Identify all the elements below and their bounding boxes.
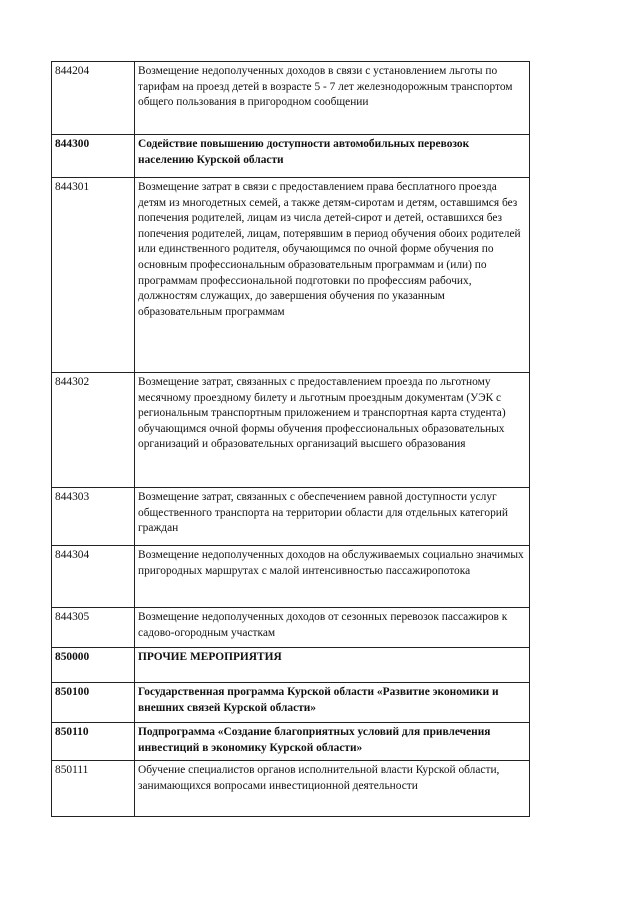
row-description: Возмещение недополученных доходов от сезонных перевозок пассажиров к садово-огородным участкам: [135, 608, 530, 648]
row-description: Возмещение недополученных доходов на обслуживаемых социально значимых пригородных маршрутах с малой интенсивностью пассажиропотока: [135, 546, 530, 608]
row-code: 850000: [52, 648, 135, 683]
table-row: [52, 135, 530, 178]
table-row: [52, 488, 530, 546]
row-code: 844304: [52, 546, 135, 608]
table-row: [52, 373, 530, 488]
row-code: 844305: [52, 608, 135, 648]
row-description: Возмещение недополученных доходов в связи с установлением льготы по тарифам на проезд детей в возрасте 5 - 7 лет железнодорожным транспортом общего пользования в пригородном сообщении: [135, 62, 530, 135]
table-row: [52, 546, 530, 608]
row-code: 844302: [52, 373, 135, 488]
row-description: Возмещение затрат в связи с предоставлением права бесплатного проезда детям из многодетных семей, а также детям-сиротам и детям, оставшимся без попечения родителей, лицам из числа детей-сирот и детей, оставшихся без попечения родителей, лицам, потерявшим в период обучения обоих родителей или единственного родителя, обучающимся по очной форме обучения по основным профессиональным образовательным программам и (или) по программам профессиональной подготовки по профессиям рабочих, должностям служащих, до завершения обучения по указанным образовательным программам: [135, 178, 530, 373]
row-code: 844303: [52, 488, 135, 546]
row-code: 844204: [52, 62, 135, 135]
row-description: Содействие повышению доступности автомобильных перевозок населению Курской области: [135, 135, 530, 178]
row-description: Возмещение затрат, связанных с предоставлением проезда по льготному месячному проездному билету и льготным проездным документам (УЭК с региональным транспортным приложением и транспортная карта студента) обучающимся очной формы обучения профессиональных образовательных организаций и образовательных организаций высшего образования: [135, 373, 530, 488]
budget-classification-table: [51, 61, 530, 817]
table-row: [52, 683, 530, 723]
row-description: Подпрограмма «Создание благоприятных условий для привлечения инвестиций в экономику Курской области»: [135, 723, 530, 761]
table-row: [52, 723, 530, 761]
table-row: [52, 178, 530, 373]
row-description: Обучение специалистов органов исполнительной власти Курской области, занимающихся вопросами инвестиционной деятельности: [135, 761, 530, 817]
table-row: [52, 761, 530, 817]
row-code: 844301: [52, 178, 135, 373]
row-code: 850110: [52, 723, 135, 761]
table-row: [52, 648, 530, 683]
row-description: Государственная программа Курской области «Развитие экономики и внешних связей Курской области»: [135, 683, 530, 723]
table-row: [52, 62, 530, 135]
row-code: 850111: [52, 761, 135, 817]
table-row: [52, 608, 530, 648]
row-code: 850100: [52, 683, 135, 723]
row-code: 844300: [52, 135, 135, 178]
row-description: ПРОЧИЕ МЕРОПРИЯТИЯ: [135, 648, 530, 683]
row-description: Возмещение затрат, связанных с обеспечением равной доступности услуг общественного транспорта на территории области для отдельных категорий граждан: [135, 488, 530, 546]
